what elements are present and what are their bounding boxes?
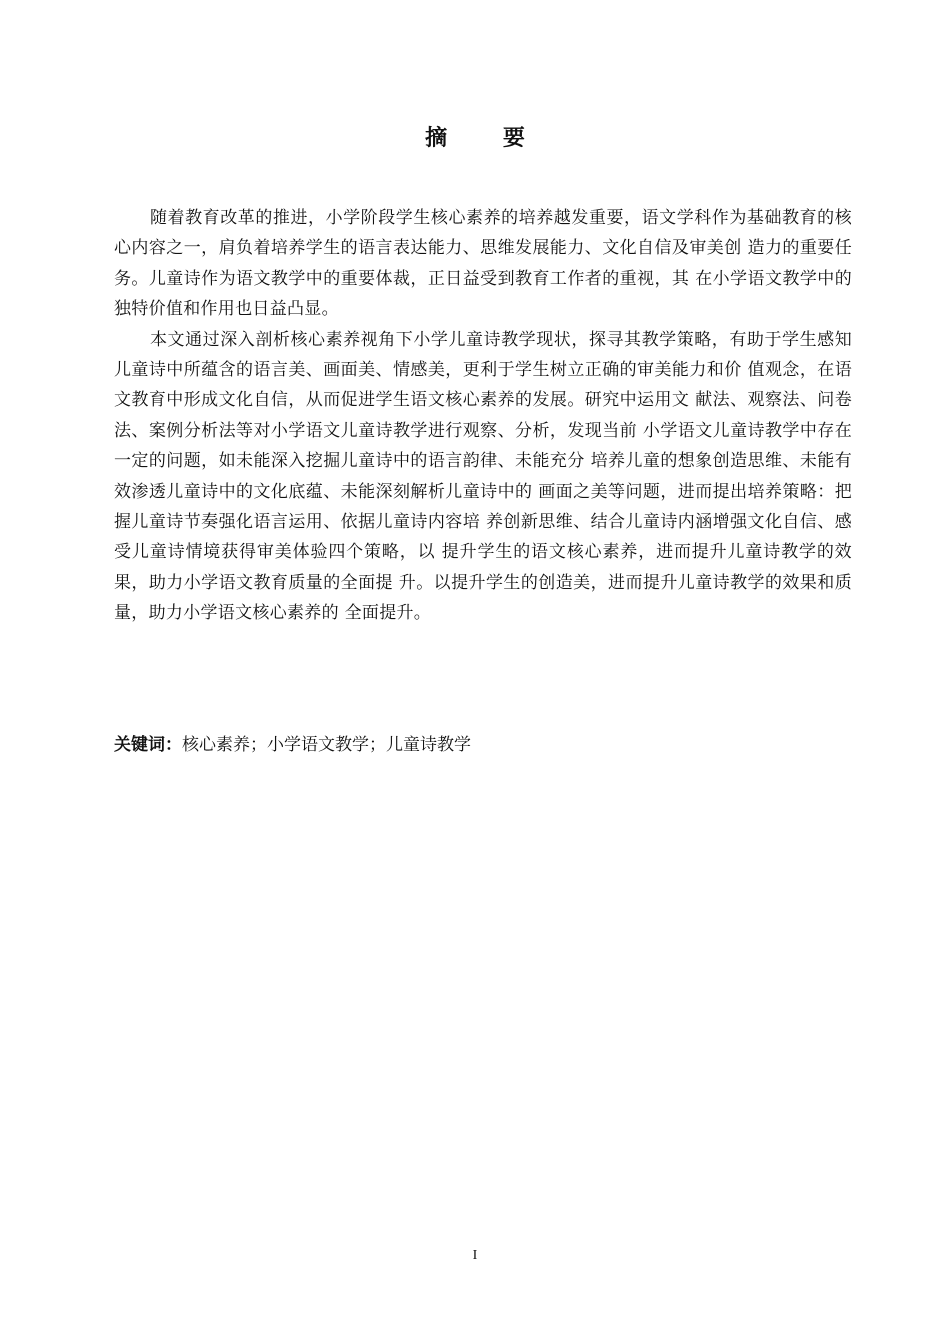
page-number: I (472, 1248, 478, 1263)
keywords-line (114, 731, 852, 759)
keywords-text: 核心素养；小学语文教学；儿童诗教学 (182, 735, 471, 755)
abstract-body (114, 203, 852, 629)
abstract-paragraph-2: 本文通过深入剖析核心素养视角下小学儿童诗教学现状，探寻其教学策略，有助于学生感知儿童诗中所蕴含的语言美、画面美、情感美，更利于学生树立正确的审美能力和价 值观念，在语文教育中形成文化自信，从而促进学生语文核心素养的发展。研究中运用文 献法、观察法、问卷法、案例分析法等对小学语文儿童诗教学进行观察、分析，发现当前 小学语文儿童诗教学中存在一定的问题，如未能深入挖掘儿童诗中的语言韵律、未能充分 培养儿童的想象创造思维、未能有效渗透儿童诗中的文化底蕴、未能深刻解析儿童诗中的 画面之美等问题，进而提出培养策略：把握儿童诗节奏强化语言运用、依据儿童诗内容培 养创新思维、结合儿童诗内涵增强文化自信、感受儿童诗情境获得审美体验四个策略，以 提升学生的语文核心素养，进而提升儿童诗教学的效果，助力小学语文教育质量的全面提 升。以提升学生的创造美，进而提升儿童诗教学的效果和质量，助力小学语文核心素养的 全面提升。 (114, 329, 852, 624)
keywords-label: 关键词： (114, 735, 182, 755)
abstract-paragraph-1: 随着教育改革的推进，小学阶段学生核心素养的培养越发重要，语文学科作为基础教育的核心内容之一，肩负着培养学生的语言表达能力、思维发展能力、文化自信及审美创 造力的重要任务。儿童诗作为语文教学中的重要体裁，正日益受到教育工作者的重视，其 在小学语文教学中的独特价值和作用也日益凸显。 (114, 208, 852, 320)
abstract-title: 摘 要 (425, 126, 549, 151)
